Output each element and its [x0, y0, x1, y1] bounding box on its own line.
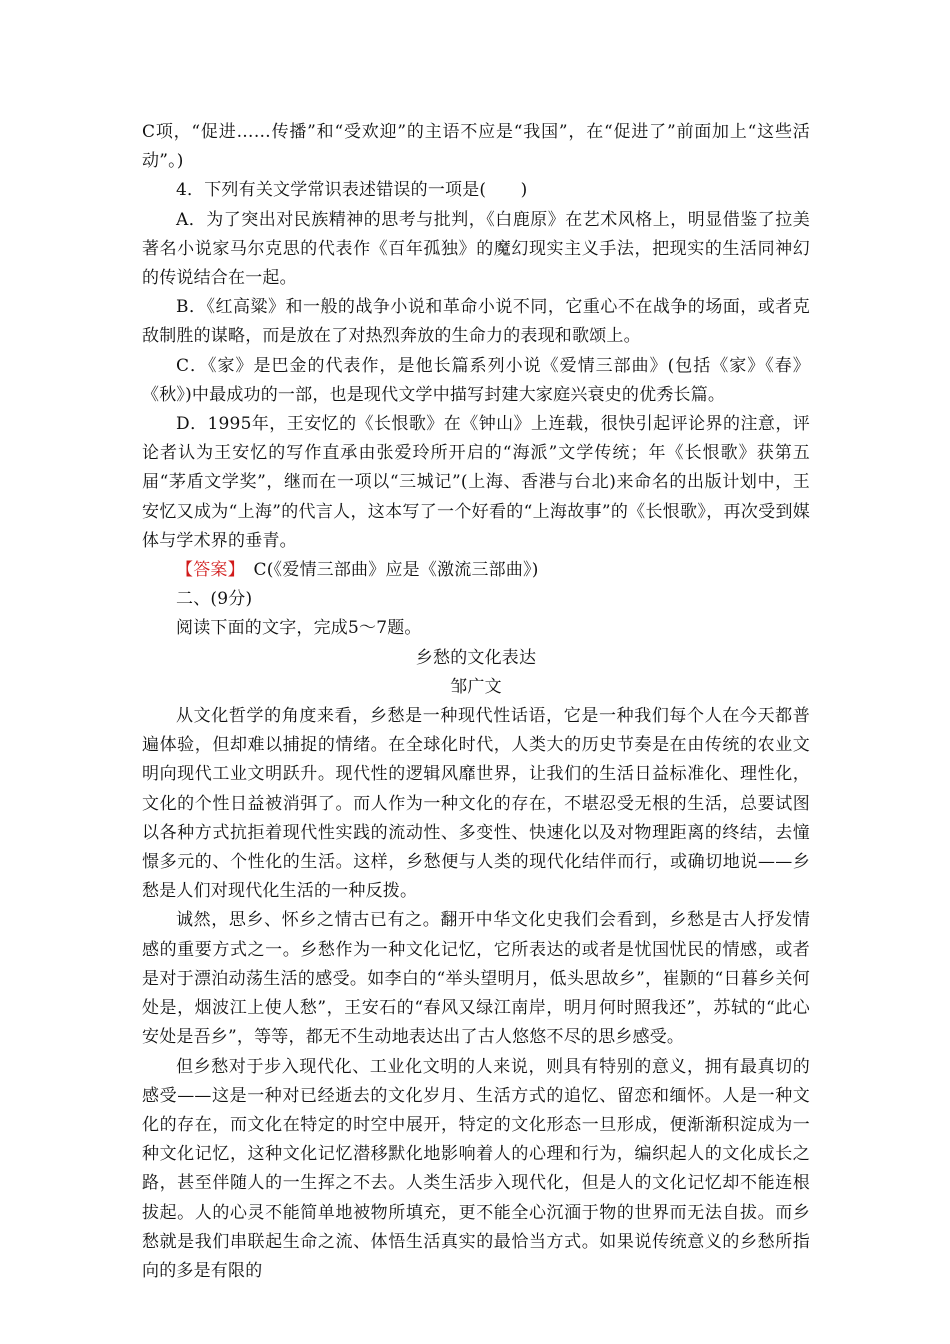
article-author: 邹广文 — [450, 676, 502, 697]
question-4-option-d: D．1995年，王安忆的《长恨歌》在《钟山》上连载，很快引起评论界的注意，评论者认为王安忆的写作直承由张爱玲所开启的“海派”文学传统；年《长恨歌》获第五届“茅盾文学奖”，继而在一项以“三城记”(上海、香港与台北)来命名的出版计划中，王安忆又成为“上海”的代言人，这本写了一个好看的“上海故事”的《长恨歌》，再次受到媒体与学术界的垂青。 — [142, 414, 810, 551]
question-4-option-c: C．《家》是巴金的代表作，是他长篇系列小说《爱情三部曲》(包括《家》《春》《秋》)中最成功的一部，也是现代文学中描写封建大家庭兴衰史的优秀长篇。 — [142, 355, 810, 405]
article-paragraph-2: 诚然，思乡、怀乡之情古已有之。翻开中华文化史我们会看到，乡愁是古人抒发情感的重要方式之一。乡愁作为一种文化记忆，它所表达的或者是忧国忧民的情感，或者是对于漂泊动荡生活的感受。如李白的“举头望明月，低头思故乡”，崔颢的“日暮乡关何处是，烟波江上使人愁”，王安石的“春风又绿江南岸，明月何时照我还”，苏轼的“此心安处是吾乡”，等等，都无不生动地表达出了古人悠悠不尽的思乡感受。 — [142, 910, 810, 1048]
section-heading: 二、(9分) — [176, 589, 253, 610]
article-paragraph-3: 但乡愁对于步入现代化、工业化文明的人来说，则具有特别的意义，拥有最真切的感受——这是一种对已经逝去的文化岁月、生活方式的追忆、留恋和缅怀。人是一种文化的存在，而文化在特定的时空中展开，特定的文化形态一旦形成，便渐渐积淀成为一种文化记忆，这种文化记忆潜移默化地影响着人的心理和行为，编织起人的文化成长之路，甚至伴随人的一生挥之不去。人类生活步入现代化，但是人的文化记忆却不能连根拔起。人的心灵不能简单地被物所填充，更不能全心沉湎于物的世界而无法自拔。而乡愁就是我们串联起生命之流、体悟生活真实的最恰当方式。如果说传统意义的乡愁所指向的多是有限的 — [142, 1056, 810, 1281]
question-4-stem: 4．下列有关文学常识表述错误的一项是( ) — [176, 180, 528, 201]
question-4-option-a: A．为了突出对民族精神的思考与批判，《白鹿原》在艺术风格上，明显借鉴了拉美著名小说家马尔克思的代表作《百年孤独》的魔幻现实主义手法，把现实的生活同神幻的传说结合在一起。 — [142, 209, 810, 289]
answer-line — [142, 556, 810, 585]
answer-text: C(《爱情三部曲》应是《激流三部曲》) — [236, 560, 539, 581]
document-page — [142, 118, 810, 1286]
article-title: 乡愁的文化表达 — [415, 647, 537, 668]
explanation-carryover: C项，“促进……传播”和“受欢迎”的主语不应是“我国”，在“促进了”前面加上“这些活动”。) — [142, 122, 810, 172]
question-4-option-b: B．《红高粱》和一般的战争小说和革命小说不同，它重心不在战争的场面，或者克敌制胜的谋略，而是放在了对热烈奔放的生命力的表现和歌颂上。 — [142, 297, 810, 347]
answer-label: 【答案】 — [176, 560, 237, 581]
article-paragraph-1: 从文化哲学的角度来看，乡愁是一种现代性话语，它是一种我们每个人在今天都普遍体验，但却难以捕捉的情绪。在全球化时代，人类大的历史节奏是在由传统的农业文明向现代工业文明跃升。现代性的逻辑风靡世界，让我们的生活日益标准化、理性化，文化的个性日益被消弭了。而人作为一种文化的存在，不堪忍受无根的生活，总要试图以各种方式抗拒着现代性实践的流动性、多变性、快速化以及对物理距离的终结，去憧憬多元的、个性化的生活。这样，乡愁便与人类的现代化结伴而行，或确切地说——乡愁是人们对现代化生活的一种反拨。 — [142, 706, 810, 902]
reading-instruction: 阅读下面的文字，完成5～7题。 — [176, 618, 422, 639]
